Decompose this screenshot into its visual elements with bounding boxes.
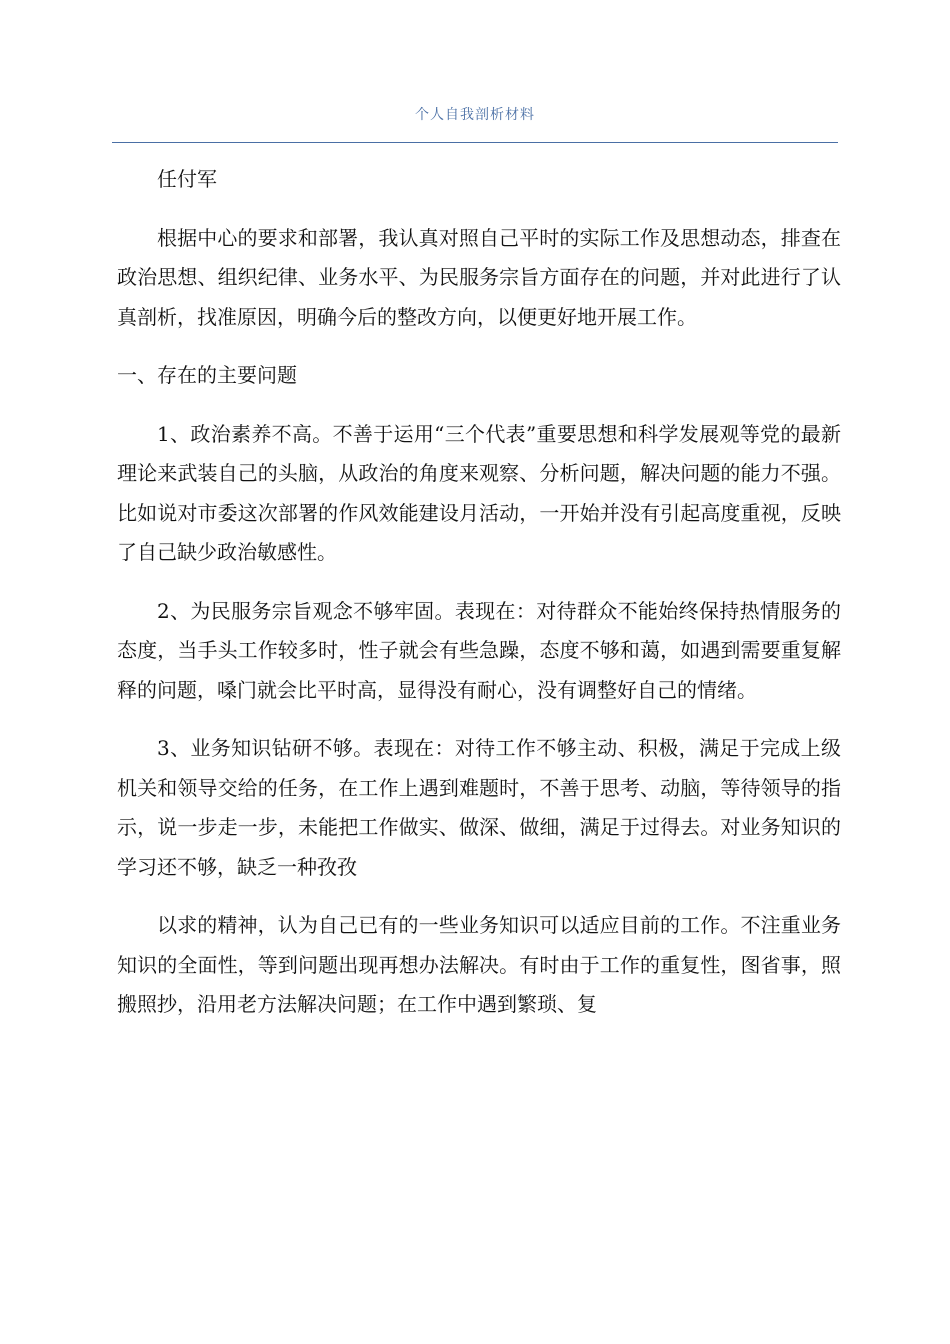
section-heading: 一、存在的主要问题 — [117, 363, 297, 387]
header-title: 个人自我剖析材料 — [415, 107, 535, 123]
problem-item-2: 2、为民服务宗旨观念不够牢固。表现在：对待群众不能始终保持热情服务的态度，当手头工作较多时，性子就会有些急躁，态度不够和蔼，如遇到需要重复解释的问题，嗓门就会比平时高，显得没有耐心，没有调整好自己的情绪。 — [117, 598, 841, 702]
intro-paragraph: 根据中心的要求和部署，我认真对照自己平时的实际工作及思想动态，排查在政治思想、组织纪律、业务水平、为民服务宗旨方面存在的问题，并对此进行了认真剖析，找准原因，明确今后的整改方向，以便更好地开展工作。 — [117, 225, 841, 329]
document-body — [117, 160, 841, 1044]
problem-item-3-continued: 以求的精神，认为自己已有的一些业务知识可以适应目前的工作。不注重业务知识的全面性，等到问题出现再想办法解决。有时由于工作的重复性，图省事，照搬照抄，沿用老方法解决问题；在工作中遇到繁琐、复 — [117, 913, 841, 1016]
problem-item-1: 1、政治素养不高。不善于运用“三个代表”重要思想和科学发展观等党的最新理论来武装自己的头脑，从政治的角度来观察、分析问题，解决问题的能力不强。比如说对市委这次部署的作风效能建设月活动，一开始并没有引起高度重视，反映了自己缺少政治敏感性。 — [117, 421, 841, 564]
header-divider — [112, 142, 838, 143]
problem-item-3: 3、业务知识钻研不够。表现在：对待工作不够主动、积极，满足于完成上级机关和领导交给的任务，在工作上遇到难题时，不善于思考、动脑，等待领导的指示，说一步走一步，未能把工作做实、做深、做细，满足于过得去。对业务知识的学习还不够，缺乏一种孜孜 — [117, 736, 841, 879]
author-name: 任付军 — [157, 167, 217, 191]
